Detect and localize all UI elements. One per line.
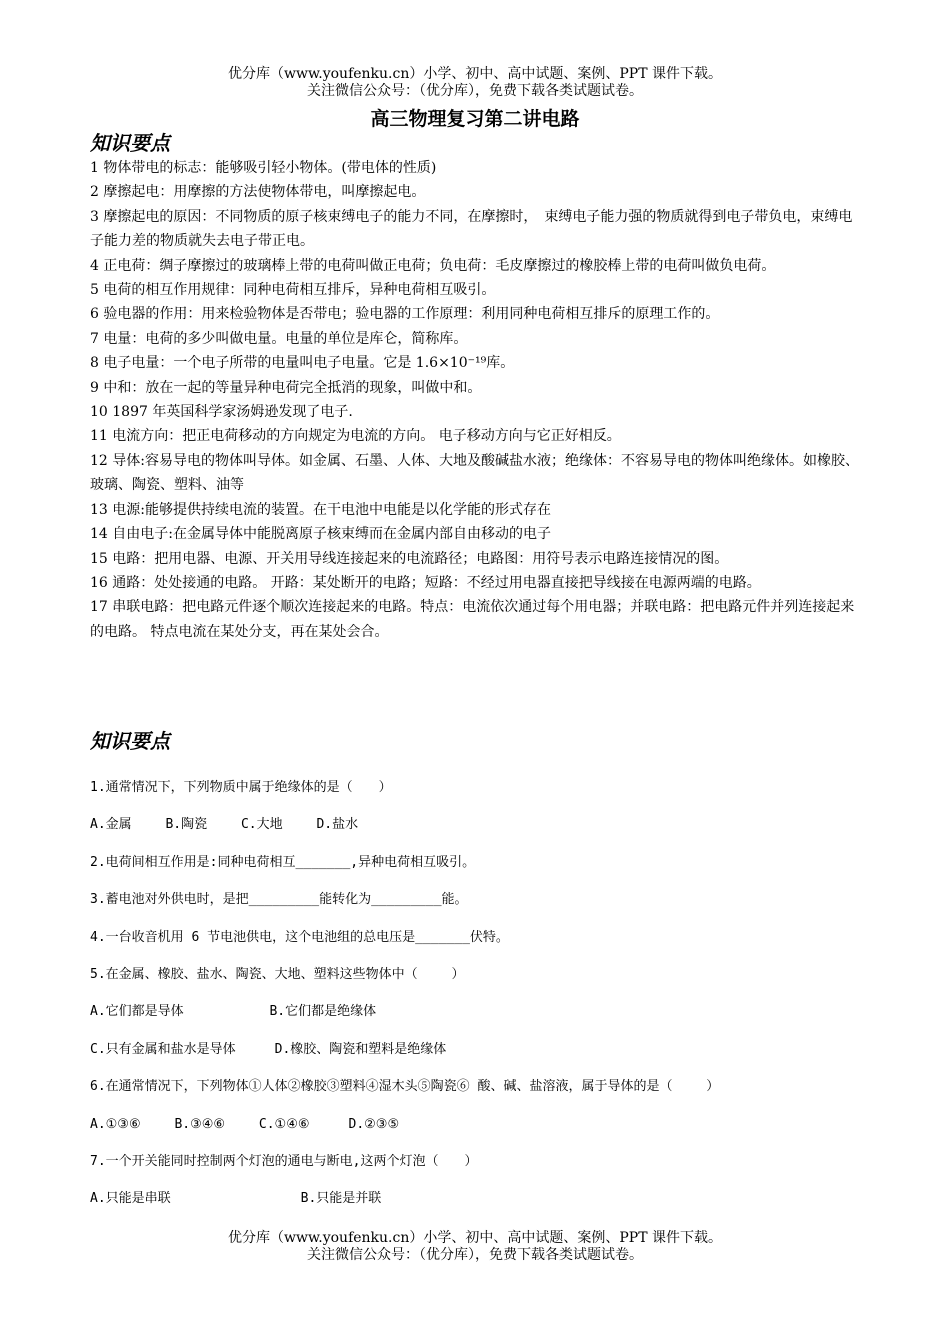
knowledge-point: 10 1897 年英国科学家汤姆逊发现了电子. — [90, 404, 353, 421]
knowledge-point: 4 正电荷：绸子摩擦过的玻璃棒上带的电荷叫做正电荷；负电荷：毛皮摩擦过的橡胶棒上带的电荷叫做负电荷。 — [90, 257, 776, 274]
knowledge-point: 16 通路：处处接通的电路。 开路：某处断开的电路；短路：不经过用电器直接把导线接在电源两端的电路。 — [90, 574, 761, 591]
section-heading-knowledge: 知识要点 — [90, 131, 170, 155]
header-line-1: 优分库（www.youfenku.cn）小学、初中、高中试题、案例、PPT 课件下载。 — [227, 66, 722, 82]
knowledge-point: 8 电子电量：一个电子所带的电量叫电子电量。它是 1.6×10⁻¹⁹库。 — [90, 355, 515, 372]
knowledge-point: 11 电流方向：把正电荷移动的方向规定为电流的方向。 电子移动方向与它正好相反。 — [90, 428, 621, 445]
exercise-line: A.它们都是导体 B.它们都是绝缘体 — [90, 1004, 377, 1020]
footer-line-2: 关注微信公众号：（优分库），免费下载各类试题试卷。 — [307, 1247, 643, 1263]
header-line-2: 关注微信公众号：（优分库），免费下载各类试题试卷。 — [307, 83, 643, 99]
page-title: 高三物理复习第二讲电路 — [370, 108, 580, 130]
exercise-line: 5.在金属、橡胶、盐水、陶瓷、大地、塑料这些物体中（ ） — [90, 966, 465, 982]
exercise-line: 1.通常情况下，下列物质中属于绝缘体的是（ ） — [90, 780, 392, 795]
knowledge-point: 15 电路：把用电器、电源、开关用导线连接起来的电流路径；电路图：用符号表示电路连接情况的图。 — [90, 550, 729, 567]
knowledge-point: 3 摩擦起电的原因：不同物质的原子核束缚电子的能力不同，在摩擦时， 束缚电子能力强的物质就得到电子带负电，束缚电子能力差的物质就失去电子带正电。 — [90, 208, 853, 250]
exercise-list — [90, 778, 865, 1227]
knowledge-point: 2 摩擦起电：用摩擦的方法使物体带电，叫摩擦起电。 — [90, 184, 426, 201]
page-header — [0, 66, 950, 100]
knowledge-point: 5 电荷的相互作用规律：同种电荷相互排斥，异种电荷相互吸引。 — [90, 282, 496, 299]
knowledge-point: 12 导体:容易导电的物体叫导体。如金属、石墨、人体、大地及酸碱盐水液；绝缘体：不容易导电的物体叫绝缘体。如橡胶、玻璃、陶瓷、塑料、油等 — [90, 452, 859, 494]
exercise-line: 7.一个开关能同时控制两个灯泡的通电与断电,这两个灯泡（ ） — [90, 1153, 478, 1169]
exercise-line: A.只能是串联 B.只能是并联 — [90, 1191, 382, 1207]
knowledge-point: 1 物体带电的标志：能够吸引轻小物体。(带电体的性质) — [90, 160, 437, 176]
page-footer — [0, 1230, 950, 1264]
knowledge-points-list — [90, 156, 865, 644]
knowledge-point: 14 自由电子:在金属导体中能脱离原子核束缚而在金属内部自由移动的电子 — [90, 526, 551, 543]
knowledge-point: 9 中和：放在一起的等量异种电荷完全抵消的现象，叫做中和。 — [90, 379, 482, 396]
knowledge-point: 7 电量：电荷的多少叫做电量。电量的单位是库仑，简称库。 — [90, 330, 468, 347]
knowledge-point: 13 电源:能够提供持续电流的装置。在干电池中电能是以化学能的形式存在 — [90, 501, 551, 518]
footer-line-1: 优分库（www.youfenku.cn）小学、初中、高中试题、案例、PPT 课件下载。 — [227, 1230, 722, 1246]
exercise-line: C.只有金属和盐水是导体 D.橡胶、陶瓷和塑料是绝缘体 — [90, 1041, 447, 1057]
section-heading-exercises: 知识要点 — [90, 729, 170, 753]
exercise-line: 6.在通常情况下，下列物体①人体②橡胶③塑料④湿木头⑤陶瓷⑥ 酸、碱、盐溶液，属于导体的是（ ） — [90, 1079, 720, 1095]
knowledge-point: 6 验电器的作用：用来检验物体是否带电；验电器的工作原理：利用同种电荷相互排斥的原理工作的。 — [90, 306, 720, 323]
exercise-line: 3.蓄电池对外供电时，是把_________能转化为_________能。 — [90, 892, 468, 908]
exercise-line: A.金属 B.陶瓷 C.大地 D.盐水 — [90, 817, 359, 833]
exercise-line: A.①③⑥ B.③④⑥ C.①④⑥ D.②③⑤ — [90, 1116, 400, 1132]
exercise-line: 4.一台收音机用 6 节电池供电，这个电池组的总电压是_______伏特。 — [90, 929, 509, 945]
knowledge-point: 17 串联电路：把电路元件逐个顺次连接起来的电路。特点：电流依次通过每个用电器；并联电路：把电路元件并列连接起来的电路。 特点电流在某处分支，再在某处会合。 — [90, 599, 855, 640]
exercise-line: 2.电荷间相互作用是:同种电荷相互_______,异种电荷相互吸引。 — [90, 854, 476, 870]
